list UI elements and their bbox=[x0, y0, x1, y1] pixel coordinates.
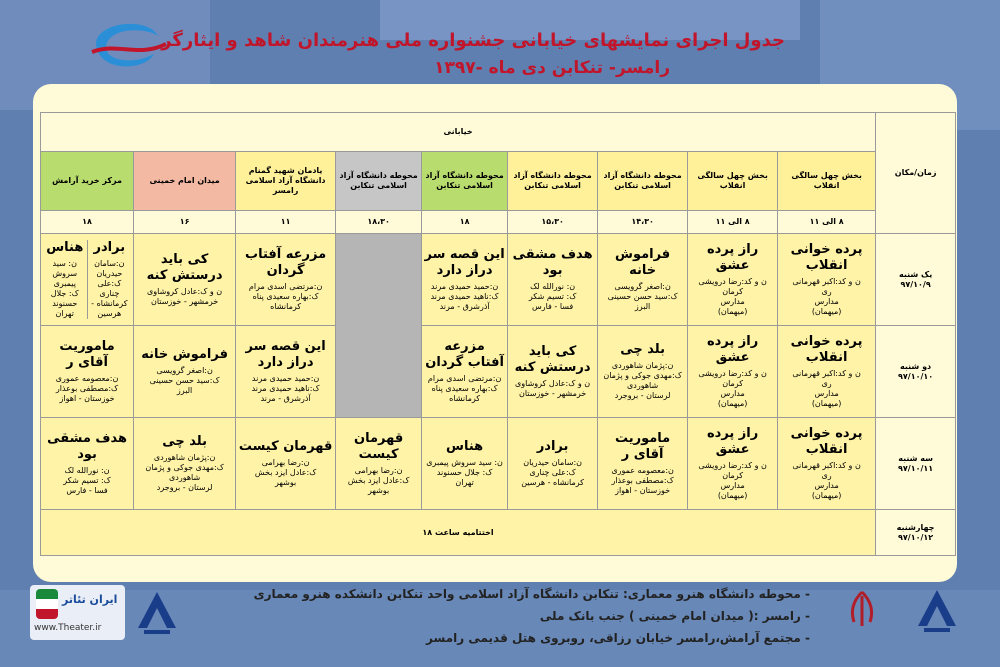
show-credit: ن:سامان حیدریان bbox=[523, 458, 583, 468]
show-credit: ری bbox=[821, 379, 832, 389]
show-credit: ن و کد:اکبر قهرمانی bbox=[792, 461, 861, 471]
venue-header: بخش چهل سالگی انقلاب bbox=[778, 152, 876, 211]
show-credit: لرستان - بروجرد bbox=[614, 391, 671, 401]
schedule-cell bbox=[422, 234, 508, 326]
national-emblem-icon bbox=[840, 588, 884, 632]
schedule-cell bbox=[508, 326, 598, 418]
schedule-cell bbox=[236, 234, 336, 326]
show-credit: ن:پژمان شاهوردی bbox=[611, 361, 674, 371]
split-cell bbox=[43, 240, 131, 319]
show-credit: فسا - فارس bbox=[531, 302, 574, 312]
show-credit: (میهمان) bbox=[811, 491, 842, 501]
schedule-cell bbox=[598, 418, 688, 510]
show-credit: آذرشرق - مرند bbox=[260, 394, 311, 404]
show-credit: ری bbox=[821, 287, 832, 297]
show-credit: ک:مهدی جوکی و پژمان شاهوردی bbox=[145, 463, 224, 483]
table-row bbox=[41, 326, 956, 418]
show-credit: مدارس bbox=[814, 297, 839, 307]
show-credit: ک:ناهید حمیدی مرند bbox=[251, 384, 320, 394]
show-title: پرده خوانی انقلاب bbox=[790, 425, 863, 457]
time-cell: ۸ الی ۱۱ bbox=[778, 211, 876, 234]
show-credit: خرمشهر - خوزستان bbox=[150, 297, 219, 307]
site-url: www.Theater.ir bbox=[34, 623, 102, 633]
day-name: سه شنبه bbox=[898, 453, 933, 463]
show-credit: ن: سید سروش پیمبری bbox=[426, 458, 503, 468]
show-credit: خرمشهر - خوزستان bbox=[518, 389, 587, 399]
show-title: پرده خوانی انقلاب bbox=[790, 241, 863, 273]
brand-label: ایران تئاتر bbox=[62, 593, 118, 606]
university-emblem-icon bbox=[912, 586, 962, 636]
corner-cell: زمان/مکان bbox=[876, 113, 956, 234]
show-credit: ن:رضا بهرامی bbox=[261, 458, 310, 468]
time-row bbox=[41, 211, 956, 234]
show-title: این قصه سر دراز دارد bbox=[424, 246, 505, 278]
venue-header: محوطه دانشگاه آزاد اسلامی تنکابن bbox=[336, 152, 422, 211]
schedule-cell bbox=[134, 234, 236, 326]
show-credit: ن و کد:رضا درویشی bbox=[698, 461, 767, 471]
show-title: ماموریت آقای ر bbox=[59, 338, 115, 370]
show-credit: ن: نورالله لک bbox=[530, 282, 576, 292]
show-credit: (میهمان) bbox=[717, 399, 748, 409]
show-title: مزرعه آفتاب گردان bbox=[425, 338, 504, 370]
show-credit: ک: جلال حسنوند bbox=[436, 468, 493, 478]
show-credit: ن:حمید حمیدی مرند bbox=[251, 374, 320, 384]
schedule-cell bbox=[778, 418, 876, 510]
show-credit: ن: نورالله لک bbox=[64, 466, 110, 476]
category-row bbox=[41, 113, 956, 152]
show-credit: ک: جلال حسنوند bbox=[50, 289, 79, 309]
venue-row bbox=[41, 152, 956, 211]
day-label bbox=[876, 418, 956, 510]
university-emblem-icon bbox=[132, 588, 182, 638]
show-credit: (میهمان) bbox=[811, 307, 842, 317]
show-credit: ن:سامان حیدریان bbox=[94, 259, 125, 279]
venue-header: یادمان شهید گمنام دانشگاه آزاد اسلامی رامسر bbox=[236, 152, 336, 211]
day-label bbox=[876, 326, 956, 418]
schedule-cell bbox=[134, 326, 236, 418]
show-credit: ک: تسیم شکر bbox=[63, 476, 111, 486]
schedule-table bbox=[40, 112, 956, 556]
note-line: - رامسر :( میدان امام خمینی ) جنب بانک ملی bbox=[539, 609, 810, 623]
show-title: هدف مشقی بود bbox=[47, 430, 128, 462]
show-credit: ن و کد:رضا درویشی bbox=[698, 277, 767, 287]
show-title: بلد چی bbox=[620, 341, 665, 357]
day-name: چهارشنبه bbox=[896, 522, 935, 532]
schedule-cell bbox=[778, 234, 876, 326]
page-subtitle: رامسر- تنکابن دی ماه -۱۳۹۷ bbox=[434, 58, 670, 78]
venue-header: میدان امام خمینی bbox=[134, 152, 236, 211]
show-credit: ک:بهاره سعیدی پناه bbox=[431, 384, 498, 394]
schedule-cell bbox=[41, 326, 134, 418]
show-title: راز پرده عشق bbox=[706, 241, 759, 273]
show-credit: ن و ک:عادل کروشاوی bbox=[147, 287, 223, 297]
show-credit: البرز bbox=[176, 386, 193, 396]
show-credit: ک:مصطفی بوعذار bbox=[611, 476, 674, 486]
show-slot bbox=[43, 240, 87, 319]
show-credit: خوزستان - اهواز bbox=[59, 394, 115, 404]
note-line: - مجتمع آرامش،رامسر خیابان رزاقی، روبروی هتل قدیمی رامسر bbox=[426, 631, 810, 645]
schedule-cell bbox=[598, 234, 688, 326]
show-title: بلد چی bbox=[162, 433, 207, 449]
category-label: خیابانی bbox=[41, 113, 876, 152]
show-credit: ک:مصطفی بوعذار bbox=[55, 384, 119, 394]
schedule-cell bbox=[134, 418, 236, 510]
table-row bbox=[41, 510, 956, 556]
show-credit: البرز bbox=[634, 302, 651, 312]
schedule-cell bbox=[422, 326, 508, 418]
venue-header: محوطه دانشگاه آزاد اسلامی تنکابن bbox=[598, 152, 688, 211]
page-title: جدول اجرای نمایشهای خیابانی جشنواره ملی هنرمندان شاهد و ایثارگر bbox=[161, 30, 785, 51]
show-credit: مدارس bbox=[720, 481, 745, 491]
show-credit: مدارس bbox=[814, 481, 839, 491]
day-label bbox=[876, 234, 956, 326]
show-credit: ک:سید حسن حسینی bbox=[149, 376, 220, 386]
show-title: هناس bbox=[46, 239, 84, 255]
note-line: - محوطه دانشگاه هنرو معماری: تنکابن دانشگاه آزاد اسلامی واحد تنکابن دانشکده هنرو معماری bbox=[253, 587, 810, 601]
show-title: برادر bbox=[93, 239, 126, 255]
show-credit: ن و کد:اکبر قهرمانی bbox=[792, 277, 861, 287]
show-credit: مدارس bbox=[814, 389, 839, 399]
venue-header: مرکز خرید آرامش bbox=[41, 152, 134, 211]
schedule-cell bbox=[508, 234, 598, 326]
schedule-cell bbox=[41, 234, 134, 326]
show-credit: آذرشرق - مرند bbox=[439, 302, 490, 312]
time-cell: ۱۸ bbox=[41, 211, 134, 234]
schedule-cell bbox=[598, 326, 688, 418]
show-title: قهرمان کیست bbox=[354, 430, 404, 462]
show-credit: مدارس bbox=[720, 389, 745, 399]
show-credit: ن و کد:اکبر قهرمانی bbox=[792, 369, 861, 379]
venue-header: بخش چهل سالگی انقلاب bbox=[688, 152, 778, 211]
table-row bbox=[41, 418, 956, 510]
show-credit: ن:اصغر گرویسی bbox=[614, 282, 671, 292]
show-credit: ن:مرتضی اسدی مرام bbox=[427, 374, 502, 384]
show-credit: مدارس bbox=[720, 297, 745, 307]
show-title: راز پرده عشق bbox=[706, 333, 759, 365]
schedule-cell bbox=[422, 418, 508, 510]
show-title: کی باید درستش کنه bbox=[514, 343, 591, 375]
show-title: فراموش خانه bbox=[615, 246, 671, 278]
show-credit: ک:عادل ایزد بخش bbox=[254, 468, 317, 478]
show-credit: بوشهر bbox=[368, 486, 390, 496]
time-cell: ۱۸،۳۰ bbox=[336, 211, 422, 234]
festival-logo bbox=[88, 14, 168, 76]
venue-header: محوطه دانشگاه آزاد اسلامی تنکابن bbox=[508, 152, 598, 211]
show-credit: ن:پژمان شاهوردی bbox=[153, 453, 216, 463]
show-credit: کرمانشاه bbox=[270, 302, 302, 312]
show-title: برادر bbox=[536, 438, 569, 454]
time-cell: ۱۸ bbox=[422, 211, 508, 234]
schedule-cell bbox=[236, 326, 336, 418]
show-credit: ک:مهدی جوکی و پژمان شاهوردی bbox=[603, 371, 682, 391]
flag-icon bbox=[36, 589, 58, 619]
show-title: قهرمان کیست bbox=[238, 438, 333, 454]
schedule-cell bbox=[688, 326, 778, 418]
show-credit: ن:معصومه عموری bbox=[611, 466, 674, 476]
show-credit: کرمان bbox=[722, 287, 744, 297]
show-slot bbox=[87, 240, 132, 319]
show-title: هناس bbox=[446, 438, 484, 454]
show-credit: کرمانشاه - هرسین bbox=[521, 478, 584, 488]
closing-ceremony: اختتامیه ساعت ۱۸ bbox=[41, 510, 876, 556]
show-credit: ک: تسیم شکر bbox=[528, 292, 577, 302]
show-title: این قصه سر دراز دارد bbox=[245, 338, 326, 370]
show-credit: (میهمان) bbox=[811, 399, 842, 409]
show-credit: تهران bbox=[455, 478, 474, 488]
empty-slot bbox=[336, 234, 422, 418]
show-credit: کرمانشاه - هرسین bbox=[91, 299, 128, 319]
theater-logo bbox=[30, 585, 125, 640]
day-date: ۹۷/۱۰/۹ bbox=[900, 279, 931, 289]
time-cell: ۱۵،۳۰ bbox=[508, 211, 598, 234]
day-name: دو شنبه bbox=[900, 361, 932, 371]
show-credit: کرمانشاه bbox=[449, 394, 481, 404]
show-credit: بوشهر bbox=[275, 478, 297, 488]
schedule-cell bbox=[336, 418, 422, 510]
show-credit: لرستان - بروجرد bbox=[156, 483, 213, 493]
day-label bbox=[876, 510, 956, 556]
show-credit: ک:بهاره سعیدی پناه bbox=[252, 292, 319, 302]
show-credit: ن:معصومه عموری bbox=[55, 374, 119, 384]
show-credit: ک:علی چناری bbox=[529, 468, 576, 478]
show-credit: ک:سید حسن حسینی bbox=[607, 292, 678, 302]
header bbox=[0, 0, 1000, 82]
time-cell: ۱۶ bbox=[134, 211, 236, 234]
show-credit: ن:مرتضی اسدی مرام bbox=[248, 282, 323, 292]
show-credit: (میهمان) bbox=[717, 307, 748, 317]
show-title: هدف مشقی بود bbox=[512, 246, 593, 278]
show-credit: ن:رضا بهرامی bbox=[354, 466, 403, 476]
show-credit: ن: سید سروش پیمبری bbox=[52, 259, 78, 289]
day-date: ۹۷/۱۰/۱۱ bbox=[898, 463, 934, 473]
schedule-cell bbox=[688, 418, 778, 510]
show-credit: ک:علی چناری bbox=[97, 279, 122, 299]
show-credit: کرمان bbox=[722, 471, 744, 481]
schedule-cell bbox=[778, 326, 876, 418]
show-credit: (میهمان) bbox=[717, 491, 748, 501]
show-credit: تهران bbox=[55, 309, 74, 319]
show-credit: کرمان bbox=[722, 379, 744, 389]
show-title: مزرعه آفتاب گردان bbox=[245, 246, 327, 278]
show-credit: ری bbox=[821, 471, 832, 481]
day-name: یک شنبه bbox=[898, 269, 933, 279]
show-title: کی باید درستش کنه bbox=[146, 251, 223, 283]
show-credit: ن:اصغر گرویسی bbox=[156, 366, 213, 376]
table-row bbox=[41, 234, 956, 326]
show-credit: خوزستان - اهواز bbox=[615, 486, 671, 496]
time-cell: ۸ الی ۱۱ bbox=[688, 211, 778, 234]
schedule-cell bbox=[688, 234, 778, 326]
time-cell: ۱۴،۳۰ bbox=[598, 211, 688, 234]
show-credit: ن و کد:رضا درویشی bbox=[698, 369, 767, 379]
schedule-cell bbox=[508, 418, 598, 510]
day-date: ۹۷/۱۰/۱۲ bbox=[898, 532, 934, 542]
show-credit: ک:ناهید حمیدی مرند bbox=[430, 292, 499, 302]
show-title: فراموش خانه bbox=[141, 346, 228, 362]
show-credit: فسا - فارس bbox=[66, 486, 108, 496]
venue-header: محوطه دانشگاه آزاد اسلامی تنکابن bbox=[422, 152, 508, 211]
notes bbox=[190, 583, 810, 649]
day-date: ۹۷/۱۰/۱۰ bbox=[898, 371, 934, 381]
show-credit: ن:حمید حمیدی مرند bbox=[430, 282, 499, 292]
show-credit: ک:عادل ایزد بخش bbox=[347, 476, 410, 486]
schedule-cell bbox=[41, 418, 134, 510]
time-cell: ۱۱ bbox=[236, 211, 336, 234]
show-title: پرده خوانی انقلاب bbox=[790, 333, 863, 365]
show-title: راز پرده عشق bbox=[706, 425, 759, 457]
show-credit: ن و ک:عادل کروشاوی bbox=[515, 379, 591, 389]
schedule-cell bbox=[236, 418, 336, 510]
show-title: ماموریت آقای ر bbox=[614, 430, 671, 462]
